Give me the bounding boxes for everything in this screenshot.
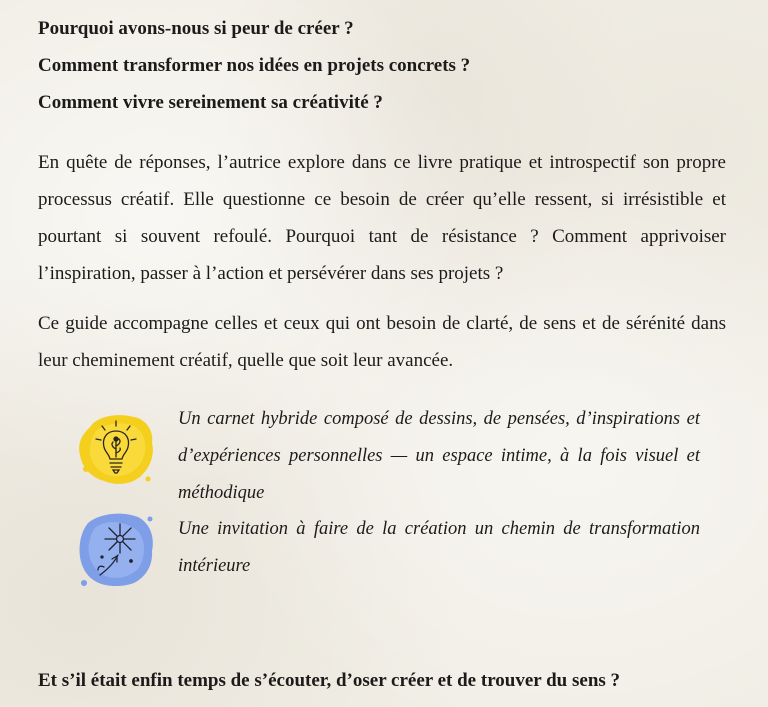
- feature-item: [38, 505, 726, 605]
- intro-paragraph: En quête de réponses, l’autrice explore dans ce livre pratique et introspectif son propre processus créatif. Elle questionne ce besoin de créer qu’elle ressent, si irrésistible et pourtant si souvent refoulé. Pourquoi tant de résistance ? Comment apprivoiser l’inspiration, passer à l’action et persévérer dans ses projets ?: [38, 152, 726, 284]
- feature-text: Un carnet hybride composé de dessins, de pensées, d’inspirations et d’expériences personnelles — un espace intime, à la fois visuel et méthodique: [178, 409, 700, 503]
- flower-arrow-icon: [76, 509, 156, 589]
- feature-item: [38, 395, 726, 505]
- feature-text: Une invitation à faire de la création un chemin de transformation intérieure: [178, 519, 700, 576]
- guide-paragraph: Ce guide accompagne celles et ceux qui ont besoin de clarté, de sens et de sérénité dans leur cheminement créatif, quelle que soit leur avancée.: [38, 313, 726, 371]
- closing-question: Et s’il était enfin temps de s’écouter, d’oser créer et de trouver du sens ?: [38, 670, 621, 691]
- book-description: [38, 10, 726, 605]
- question-3: Comment vivre sereinement sa créativité ?: [38, 92, 383, 113]
- lightbulb-icon: [76, 409, 156, 489]
- question-2: Comment transformer nos idées en projets concrets ?: [38, 55, 471, 76]
- question-1: Pourquoi avons-nous si peur de créer ?: [38, 18, 354, 39]
